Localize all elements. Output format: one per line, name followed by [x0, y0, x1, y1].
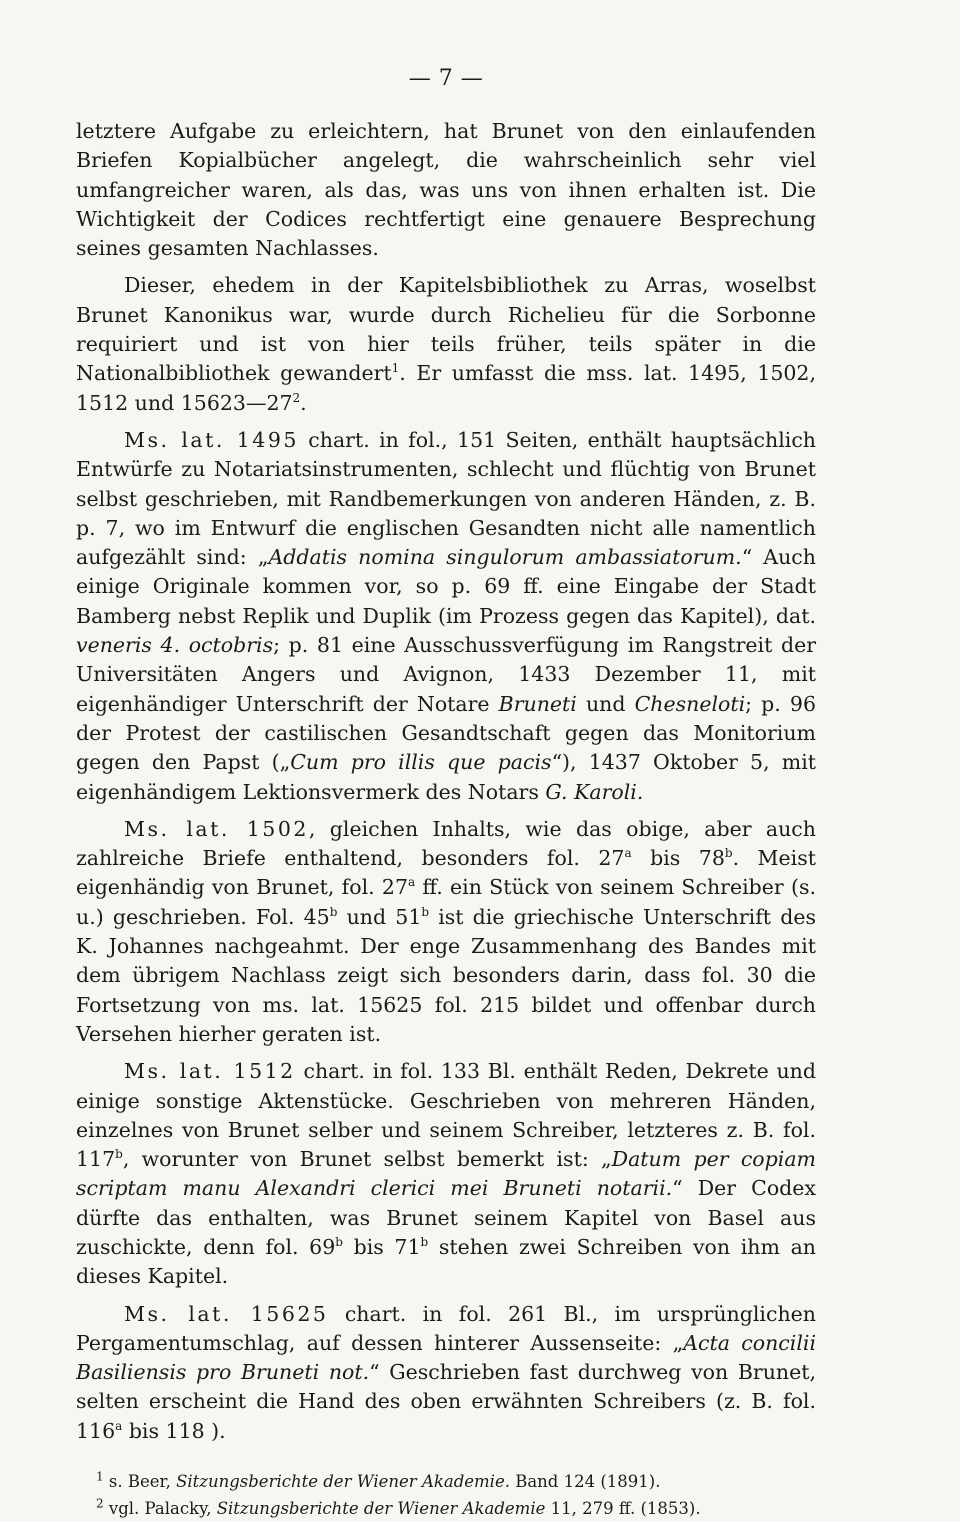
footnote-title: Sitzungsberichte der Wiener Akademie. — [176, 1472, 510, 1492]
ms-1495-text-c: ; p. 81 eine Ausschussverfügung im Rangstreit der Universitäten Angers und Avignon, 1433 Dezember 11, mit eigenhändiger Unterschrift der Notare — [76, 633, 817, 716]
paragraph-ms-15625 — [76, 1300, 816, 1446]
ms-15625-text-a: chart. in fol. 261 Bl., im ursprünglichen Pergamentumschlag, auf dessen hinterer Aussenseite: „ — [76, 1301, 816, 1355]
folio-side-mark: b — [724, 846, 733, 861]
footnote-title: Sitzungsberichte der Wiener Akademie — [216, 1499, 546, 1519]
ms-heading-1512: Ms. lat. 1512 — [124, 1059, 296, 1084]
ms-1502-text-b: bis 78 — [631, 846, 725, 871]
ms-1512-text-a: chart. in fol. 133 Bl. enthält Reden, Dekrete und einige sonstige Aktenstücke. Geschrieben von mehreren Händen, einzelnes von Brunet selber und seinem Schreiber, letzteres z. B. fol. 117 — [76, 1059, 816, 1172]
folio-side-mark: b — [115, 1147, 123, 1162]
folio-side-mark: b — [335, 1235, 343, 1250]
folio-side-mark: a — [624, 846, 632, 861]
ms-1512-text-d: bis 71 — [342, 1234, 421, 1259]
ms-1495-text-f: “), 1437 Oktober 5, mit eigenhändigem Lektionsvermerk des Notars — [76, 750, 817, 804]
ms-1512-text-c: “ Der Codex dürfte das enthalten, was Brunet seinem Kapitel von Basel aus zuschickte, denn fol. 69 — [76, 1176, 816, 1259]
footnote-text: vgl. Palacky, — [103, 1499, 217, 1519]
ms-1495-name-chesneloti: Chesneloti — [634, 691, 746, 716]
ms-15625-quote: Acta concilii Basiliensis pro Bruneti not. — [76, 1330, 816, 1385]
ms-heading-1502: Ms. lat. 1502 — [124, 816, 309, 841]
footnotes — [76, 1468, 816, 1522]
footnote-1 — [76, 1468, 816, 1495]
folio-side-mark: a — [115, 1418, 123, 1433]
ms-1502-text-e: und 51 — [337, 904, 422, 929]
page-number: — 7 — — [408, 66, 484, 91]
ms-1495-quote: Addatis nomina singulorum ambassiatorum. — [268, 545, 742, 570]
folio-side-mark: b — [420, 1235, 429, 1250]
document-page — [76, 66, 816, 1522]
footnote-text: Band 124 (1891). — [509, 1472, 661, 1492]
ms-1495-name-karoli: G. Karoli. — [545, 779, 644, 804]
footnote-text: 11, 279 ff. (1853). — [545, 1499, 701, 1519]
ms-15625-text-c: bis 118 ). — [122, 1418, 226, 1443]
ms-1495-date: veneris 4. octobris — [76, 633, 274, 658]
ms-15625-text-b: “ Geschrieben fast durchweg von Brunet, selten erscheint die Hand des oben erwähnten Schreibers (z. B. fol. 116 — [76, 1360, 817, 1443]
footnote-ref-2[interactable]: 2 — [292, 390, 301, 405]
ms-1512-text-e: stehen zwei Schreiben von ihm an dieses Kapitel. — [76, 1234, 816, 1289]
ms-1502-text-d: ff. ein Stück von seinem Schreiber (s. u.) geschrieben. Fol. 45 — [76, 875, 816, 929]
ms-1495-text-d: und — [576, 691, 635, 716]
ms-heading-15625: Ms. lat. 15625 — [124, 1301, 329, 1326]
ms-1502-text-a: , gleichen Inhalts, wie das obige, aber auch zahlreiche Briefe enthaltend, besonders fol. 27 — [76, 816, 816, 871]
footnote-ref-1[interactable]: 1 — [391, 361, 400, 376]
ms-1495-text-a: chart. in fol., 151 Seiten, enthält hauptsächlich Entwürfe zu Notariatsinstrumenten, schlecht und flüchtig von Brunet selbst geschrieben, mit Randbemerkungen von anderen Händen, z. B. p. 7, wo im Entwurf die englischen Gesandten nicht alle namentlich aufgezählt sind: „ — [76, 427, 816, 570]
paragraph-1: letztere Aufgabe zu erleichtern, hat Brunet von den einlaufenden Briefen Kopialbücher angelegt, die wahrscheinlich sehr viel umfangreicher waren, als das, was uns von ihnen erhalten ist. Die Wichtigkeit der Codices rechtfertigt eine genauere Besprechung seines gesamten Nachlasses. — [76, 119, 816, 261]
paragraph-2-text-2: . Er umfasst die mss. lat. 1495, 1502, 1512 und 15623—27 — [76, 361, 816, 415]
ms-1495-text-b: “ Auch einige Originale kommen vor, so p. 69 ff. eine Eingabe der Stadt Bamberg nebst Replik und Duplik (im Prozess gegen das Kapitel), dat. — [76, 545, 816, 628]
paragraph-2-text: Dieser, ehedem in der Kapitelsbibliothek zu Arras, woselbst Brunet Kanonikus war, wurde durch Richelieu für die Sorbonne requiriert und ist von hier teils früher, teils später in die Nationalbibliothek gewandert — [76, 273, 816, 386]
footnote-mark: 2 — [96, 1496, 104, 1511]
paragraph-ms-1495 — [76, 426, 816, 807]
ms-1495-name-bruneti: Bruneti — [498, 691, 577, 716]
folio-side-mark: a — [407, 875, 416, 890]
paragraph-2-text-3: . — [300, 390, 307, 415]
ms-1502-text-c: . Meist eigenhändig von Brunet, fol. 27 — [76, 846, 816, 900]
folio-side-mark: b — [421, 904, 430, 919]
paragraph-ms-1502 — [76, 815, 816, 1049]
paragraph-ms-1512 — [76, 1057, 816, 1291]
ms-1495-cum-pro: Cum pro illis que pacis — [290, 750, 552, 775]
footnote-mark: 1 — [96, 1469, 104, 1484]
footnote-text: s. Beer, — [103, 1472, 177, 1492]
ms-1512-text-b: , worunter von Brunet selbst bemerkt ist: „ — [122, 1147, 612, 1172]
folio-side-mark: b — [329, 904, 338, 919]
ms-heading-1495: Ms. lat. 1495 — [124, 427, 299, 452]
footnote-2 — [76, 1495, 816, 1522]
paragraph-2 — [76, 271, 816, 417]
ms-1512-quote: Datum per copiam scriptam manu Alexandri clerici mei Bruneti notarii. — [76, 1147, 816, 1201]
ms-1495-text-e: ; p. 96 der Protest der castilischen Gesandtschaft gegen das Monitorium gegen den Papst („ — [76, 691, 816, 775]
ms-1502-text-f: ist die griechische Unterschrift des K. Johannes nachgeahmt. Der enge Zusammenhang des Bandes mit dem übrigem Nachlass zeigt sich besonders darin, dass fol. 30 die Fortsetzung von ms. lat. 15625 fol. 215 bildet und offenbar durch Versehen hierher geraten ist. — [76, 904, 816, 1046]
